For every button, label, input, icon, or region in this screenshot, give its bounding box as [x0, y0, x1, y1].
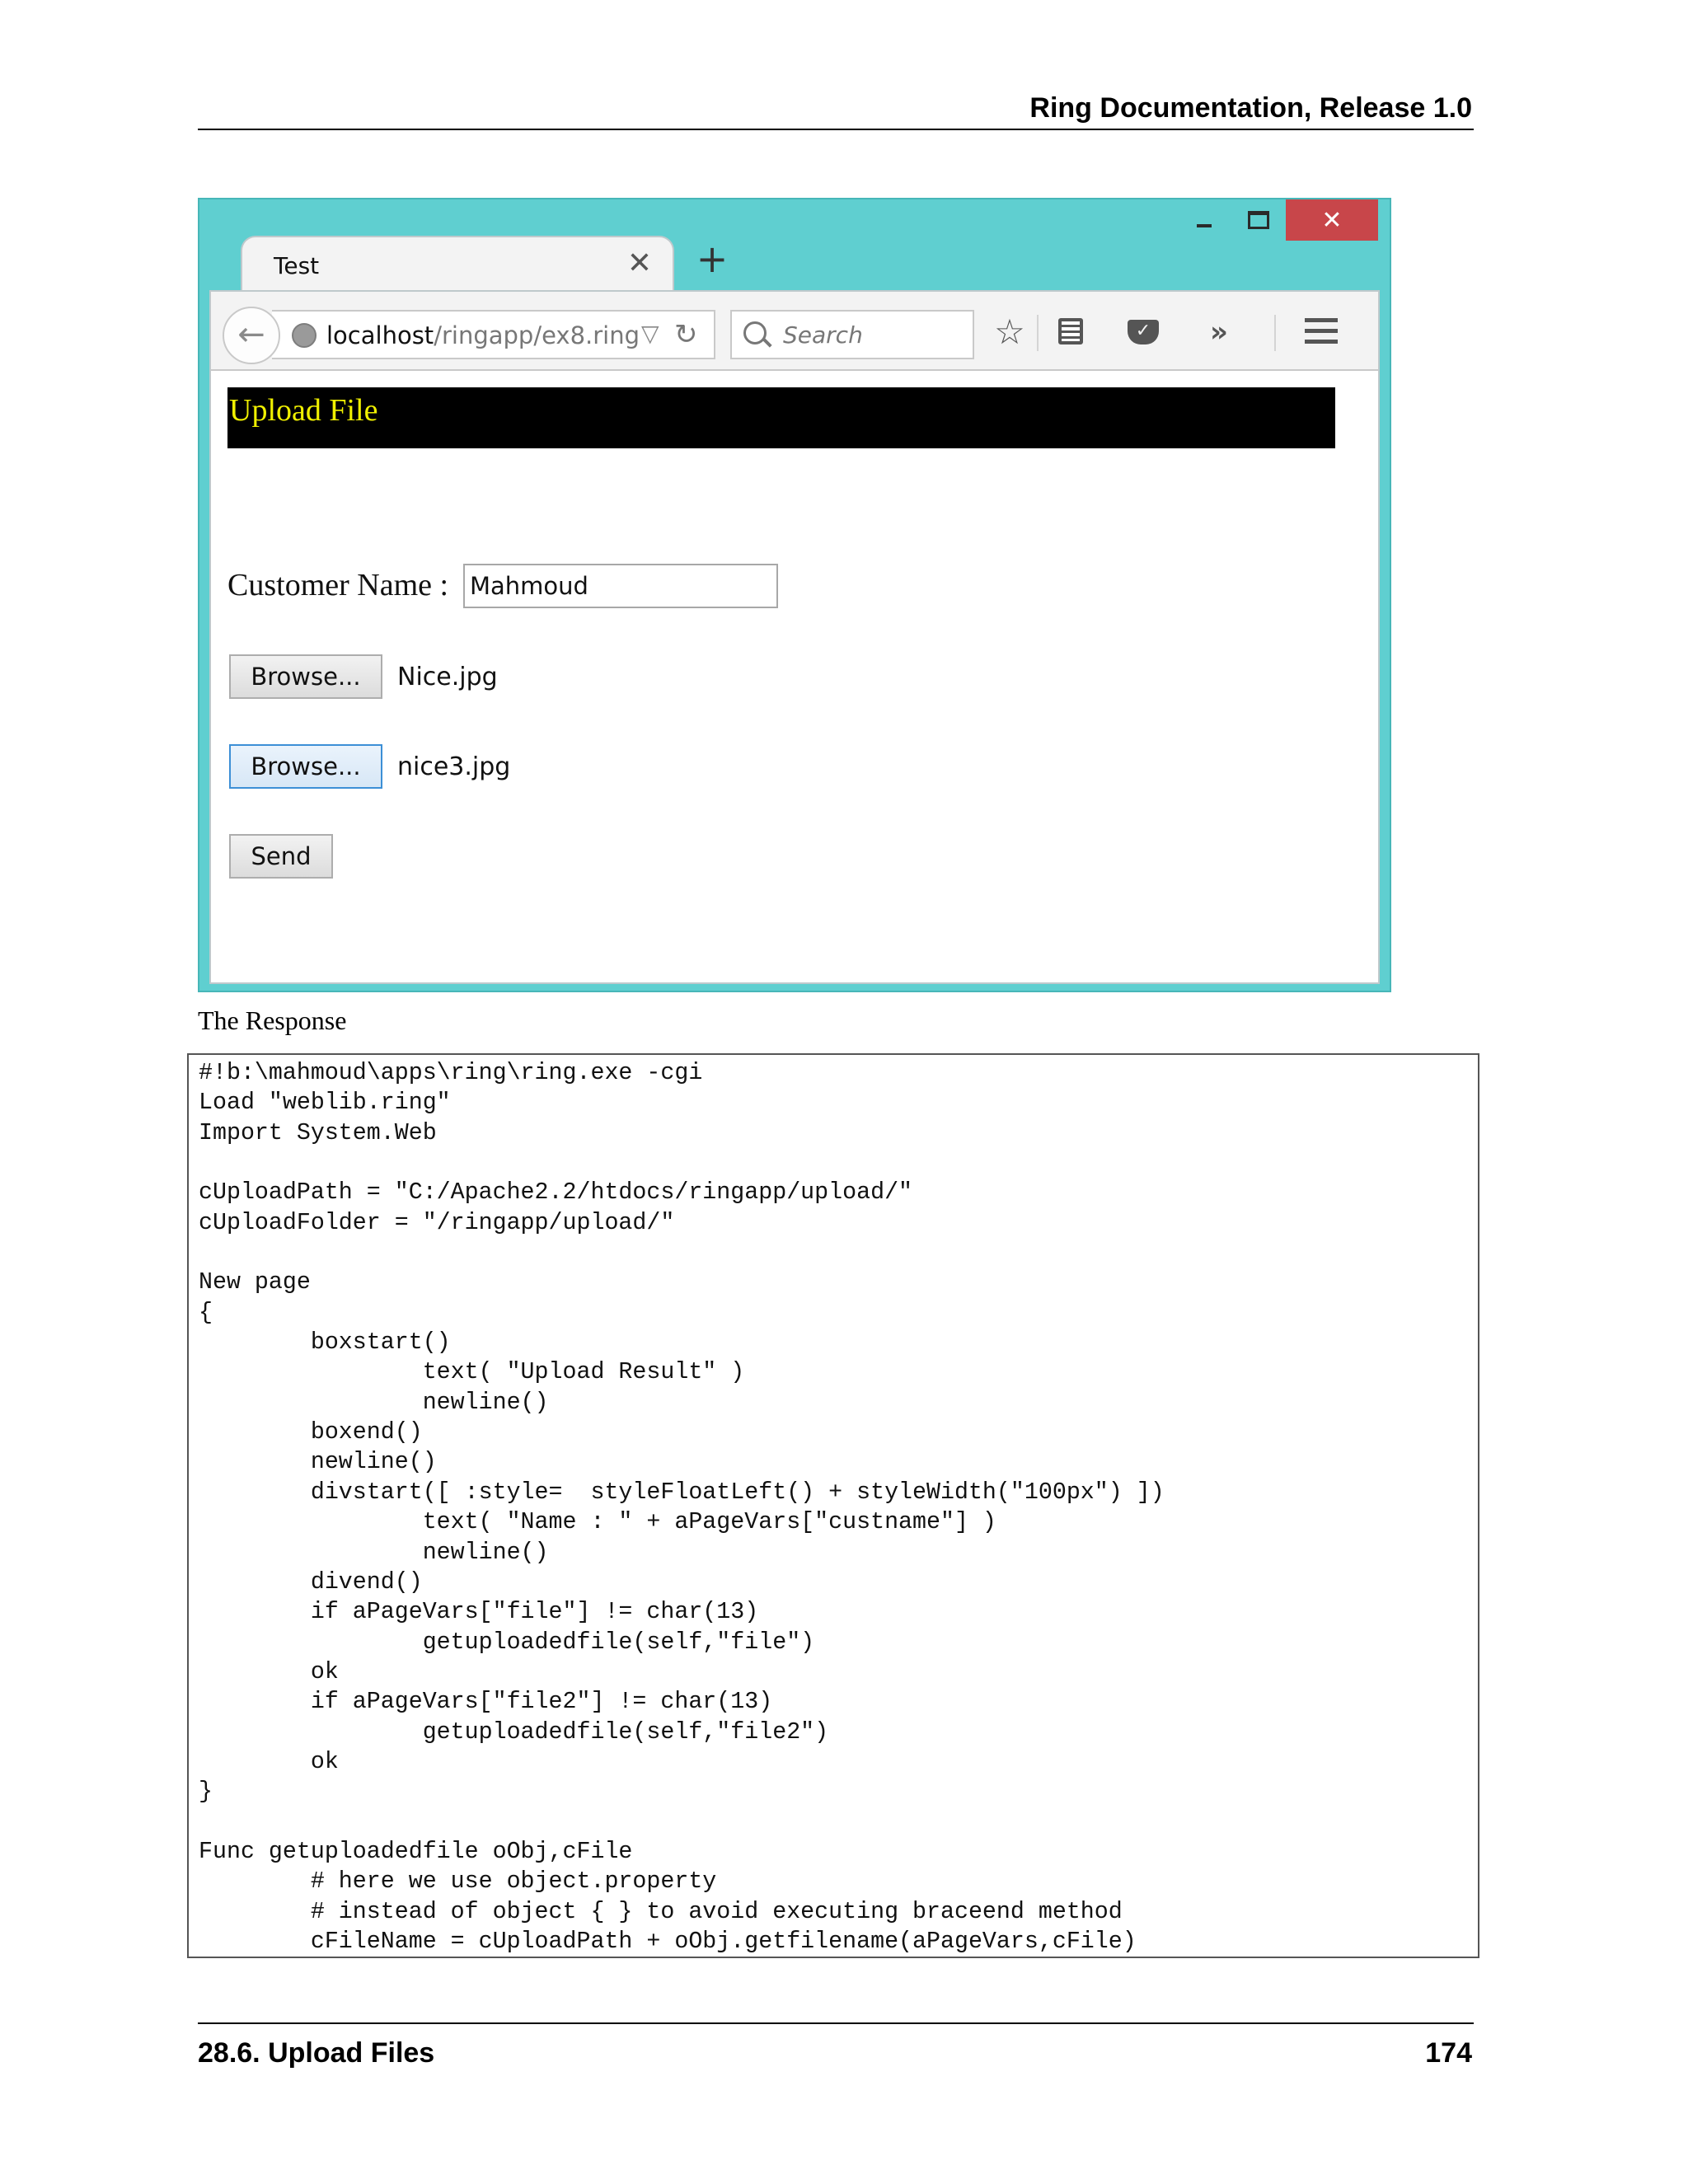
maximize-button[interactable] — [1231, 199, 1286, 241]
code-listing: #!b:\mahmoud\apps\ring\ring.exe -cgi Load "weblib.ring" Import System.Web cUploadPath = "C:/Apache2.2/htdocs/ringapp/upload/" cUploadFolder = "/ringapp/upload/" New page { boxstart() text( "Upload Result" ) newline() boxend() newline() divstart([ :style= styleFloatLeft() + styleWidth("100px") ]) text( "Name : " + aPageVars["custname"] ) newline() divend() if aPageVars["file"] != char(13) getuploadedfile(self,"file") ok if aPageVars["file2"] != char(13) getuploadedfile(self,"file2") ok } Func getuploadedfile oObj,cFile # here we use object.property # instead of object { } to avoid executing braceend method cFileName = cUploadPath + oObj.getfilename(aPageVars,cFile) — [199, 1060, 1165, 1955]
customer-name-field[interactable]: Mahmoud — [463, 564, 778, 608]
pocket-icon[interactable]: ✓ — [1123, 312, 1164, 353]
tab-title: Test — [274, 252, 320, 279]
minimize-icon — [1197, 224, 1212, 227]
file-name-2: nice3.jpg — [397, 752, 511, 781]
navigation-bar — [211, 292, 1378, 371]
address-bar[interactable] — [272, 310, 715, 359]
toolbar-divider — [1274, 315, 1276, 351]
send-button[interactable]: Send — [229, 834, 333, 879]
address-path: /ringapp/ex8.ring — [434, 321, 640, 349]
close-window-button[interactable]: ✕ — [1286, 199, 1378, 241]
banner-title: Upload File — [229, 393, 378, 428]
page-content — [211, 371, 1378, 982]
page-header-title: Ring Documentation, Release 1.0 — [1029, 92, 1472, 124]
reload-icon[interactable]: ↻ — [674, 318, 698, 351]
globe-icon — [292, 323, 316, 348]
clipboard-icon[interactable] — [1050, 312, 1091, 353]
search-icon — [743, 321, 767, 344]
address-text — [326, 321, 640, 349]
new-tab-button[interactable]: + — [696, 237, 729, 281]
footer-page-number: 174 — [1425, 2037, 1472, 2069]
maximize-icon — [1248, 211, 1269, 229]
back-arrow-icon: ← — [237, 316, 265, 354]
response-caption: The Response — [198, 1005, 347, 1035]
menu-icon[interactable] — [1301, 312, 1342, 353]
back-button[interactable] — [223, 307, 280, 364]
dropdown-icon[interactable]: ▽ — [641, 320, 659, 347]
footer-section-title: 28.6. Upload Files — [198, 2037, 435, 2069]
minimize-button[interactable] — [1177, 199, 1231, 241]
upload-banner — [227, 387, 1335, 448]
browser-tab[interactable] — [241, 236, 674, 297]
code-block — [187, 1053, 1479, 1958]
browser-chrome — [209, 290, 1380, 984]
tab-close-icon[interactable]: ✕ — [626, 246, 653, 280]
search-placeholder: Search — [783, 321, 863, 349]
browse-button-1[interactable]: Browse... — [229, 654, 382, 699]
header-rule — [198, 129, 1474, 130]
toolbar-divider — [1037, 315, 1039, 351]
address-host: localhost — [326, 321, 434, 349]
browser-window — [198, 198, 1391, 992]
search-input[interactable] — [730, 310, 974, 359]
footer-rule — [198, 2022, 1474, 2024]
browse-button-2[interactable]: Browse... — [229, 744, 382, 789]
customer-name-label: Customer Name : — [227, 568, 449, 602]
star-icon[interactable]: ☆ — [994, 312, 1025, 352]
overflow-icon[interactable]: » — [1210, 316, 1228, 349]
file-name-1: Nice.jpg — [397, 663, 498, 691]
